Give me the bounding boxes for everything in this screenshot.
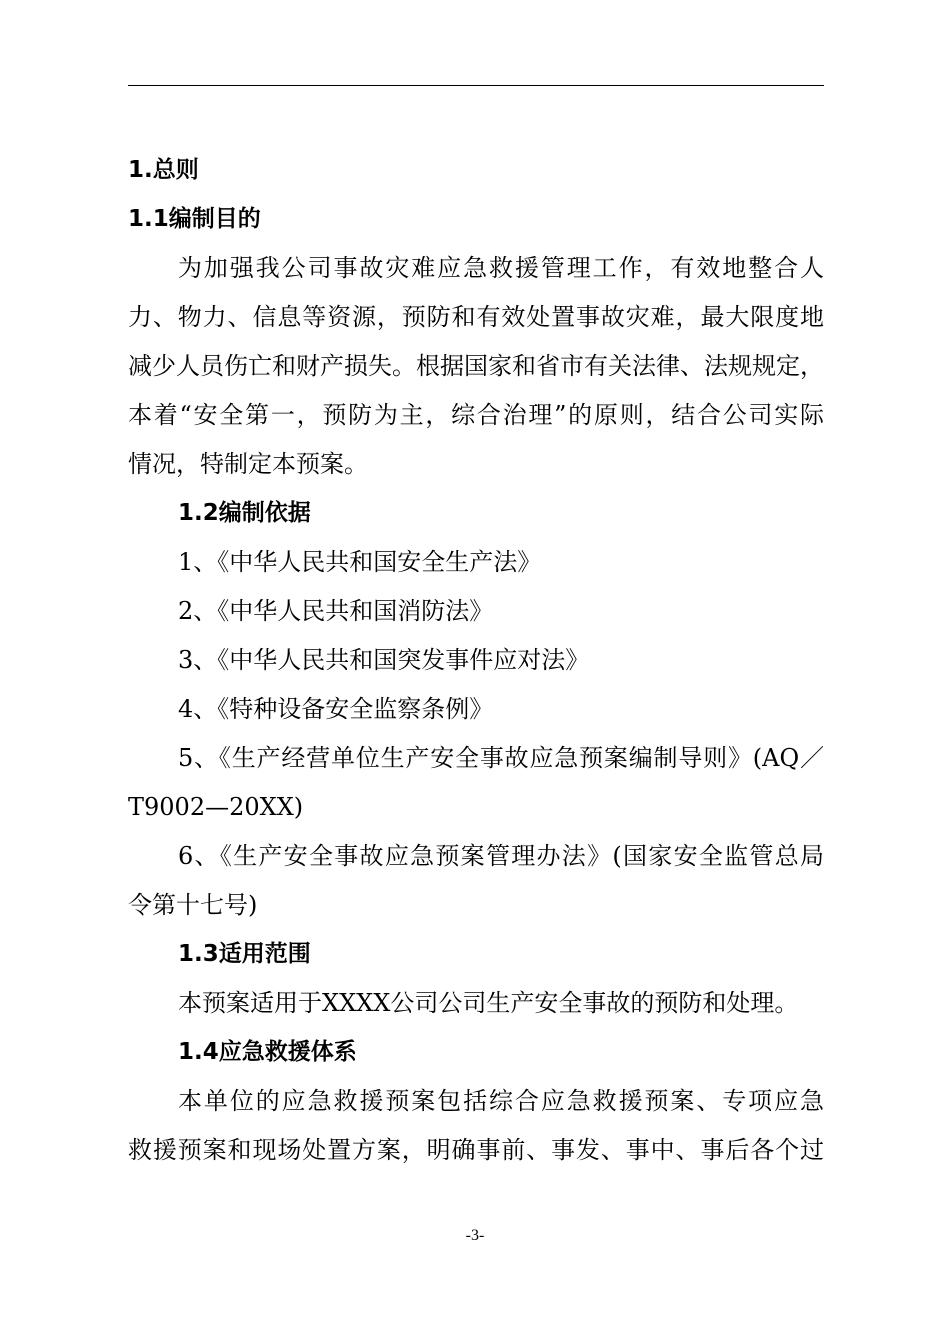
list-item: 4、《特种设备安全监察条例》: [178, 695, 494, 723]
list-item: 2、《中华人民共和国消防法》: [178, 597, 494, 625]
section-heading-1: 1.总则: [128, 157, 199, 183]
paragraph-line: 情况，特制定本预案。: [128, 450, 368, 478]
page-number: -3-: [465, 1227, 485, 1244]
paragraph-line: 本着“安全第一，预防为主，综合治理”的原则，结合公司实际: [128, 401, 824, 429]
paragraph-line: 力、物力、信息等资源，预防和有效处置事故灾难，最大限度地: [128, 303, 824, 331]
header-rule: [128, 85, 824, 86]
section-heading-1-2: 1.2编制依据: [178, 500, 311, 526]
section-heading-1-1: 1.1编制目的: [128, 206, 261, 232]
paragraph-line: 本预案适用于XXXX公司公司生产安全事故的预防和处理。: [178, 989, 799, 1017]
paragraph-line: 救援预案和现场处置方案，明确事前、事发、事中、事后各个过: [128, 1136, 824, 1164]
list-item: 6、《生产安全事故应急预案管理办法》(国家安全监管总局: [178, 842, 824, 870]
list-item-continuation: T9002—20XX): [128, 793, 304, 821]
document-body: [128, 146, 828, 1175]
list-item: 3、《中华人民共和国突发事件应对法》: [178, 646, 590, 674]
paragraph-line: 为加强我公司事故灾难应急救援管理工作，有效地整合人: [178, 254, 824, 282]
paragraph-line: 减少人员伤亡和财产损失。根据国家和省市有关法律、法规规定，: [128, 352, 824, 380]
section-heading-1-3: 1.3适用范围: [178, 941, 311, 967]
paragraph-line: 本单位的应急救援预案包括综合应急救援预案、专项应急: [178, 1087, 824, 1115]
list-item-continuation: 令第十七号): [128, 891, 258, 919]
list-item: 5、《生产经营单位生产安全事故应急预案编制导则》(AQ／: [178, 744, 824, 772]
list-item: 1、《中华人民共和国安全生产法》: [178, 548, 542, 576]
section-heading-1-4: 1.4应急救援体系: [178, 1039, 357, 1065]
